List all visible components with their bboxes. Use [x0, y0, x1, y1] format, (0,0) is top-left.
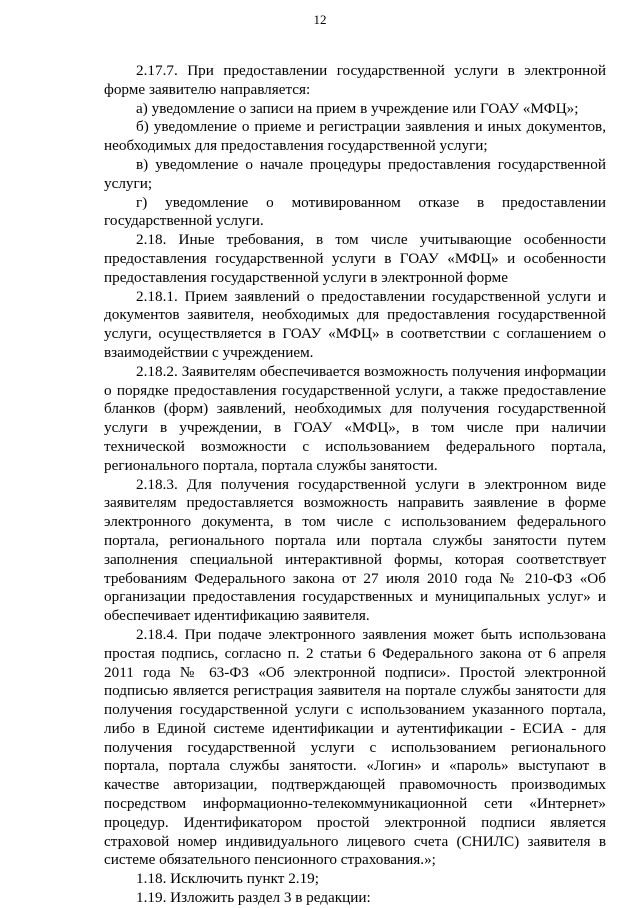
- paragraph-2-18-1: 2.18.1. Прием заявлений о предоставлении государственной услуги и документов заявителя, необходимых для предоставления государственной услуги, осуществляется в ГОАУ «МФЦ» в соответствии с соглашением о взаимодействии с учреждением.: [104, 287, 606, 361]
- page-number: 12: [313, 12, 327, 27]
- document-body: [104, 62, 606, 908]
- paragraph-1-18: 1.18. Исключить пункт 2.19;: [136, 870, 319, 888]
- list-item-g: г) уведомление о мотивированном отказе в предоставлении государственной услуги.: [104, 193, 606, 230]
- list-item-v: в) уведомление о начале процедуры предоставления государственной услуги;: [104, 155, 606, 192]
- paragraph-1-19: 1.19. Изложить раздел 3 в редакции:: [136, 889, 371, 907]
- paragraph-2-18-4: 2.18.4. При подаче электронного заявления может быть использована простая подпись, согласно п. 2 статьи 6 Федерального закона от 6 апреля 2011 года № 63-ФЗ «Об электронной подписи». Простой электронной подписью является регистрация заявителя на портале службы занятости для получения государственной услуги с использованием указанного портала, либо в Единой системе идентификации и аутентификации - ЕСИА - для получения государственной услуги с использованием регионального портала, портала службы занятости. «Логин» и «пароль» выступают в качестве авторизации, подтверждающей правомочность производимых посредством информационно-телекоммуникационной сети «Интернет» процедур. Идентификатором простой электронной подписи является страховой номер индивидуального лицевого счета (СНИЛС) заявителя в системе обязательного пенсионного страхования.»;: [104, 625, 606, 869]
- paragraph-2-18-3: 2.18.3. Для получения государственной услуги в электронном виде заявителям предоставляется возможность направить заявление в форме электронного документа, в том числе с использованием федерального портала, регионального портала или портала службы занятости путем заполнения специальной интерактивной формы, которая соответствует требованиям Федерального закона от 27 июля 2010 года № 210-ФЗ «Об организации предоставления государственных и муниципальных услуг» и обеспечивает идентификацию заявителя.: [104, 475, 606, 625]
- paragraph-2-17-7: 2.17.7. При предоставлении государственной услуги в электронной форме заявителю направляется:: [104, 62, 606, 98]
- paragraph-2-18-2: 2.18.2. Заявителям обеспечивается возможность получения информации о порядке предоставления государственной услуги, а также предоставление бланков (форм) заявлений, необходимых для получения государственной услуги в учреждении, в ГОАУ «МФЦ», в том числе при наличии технической возможности с использованием федерального портала, регионального портала, портала службы занятости.: [104, 362, 606, 474]
- list-item-a: а) уведомление о записи на прием в учреждение или ГОАУ «МФЦ»;: [136, 99, 579, 117]
- list-item-b: б) уведомление о приеме и регистрации заявления и иных документов, необходимых для предоставления государственной услуги;: [104, 118, 606, 155]
- section-heading-2-18: 2.18. Иные требования, в том числе учитывающие особенности предоставления государственной услуги в ГОАУ «МФЦ» и особенности предоставления государственной услуги в электронной форме: [104, 231, 606, 286]
